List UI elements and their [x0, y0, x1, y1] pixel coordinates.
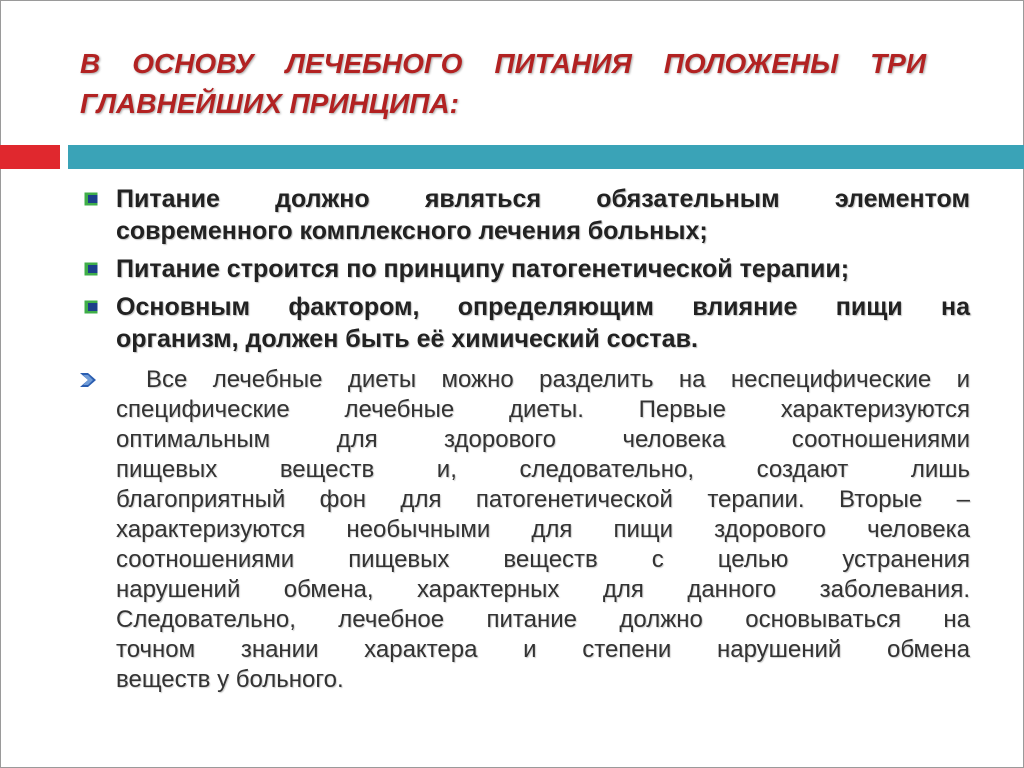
paragraph-line: характеризуются необычными для пищи здорового человека	[116, 516, 970, 543]
diets-paragraph	[80, 365, 970, 695]
principle-item-2	[80, 253, 970, 285]
paragraph-line: благоприятный фон для патогенетической терапии. Вторые –	[116, 486, 970, 513]
diets-paragraph-text	[116, 365, 970, 695]
paragraph-line: специфические лечебные диеты. Первые характеризуются	[116, 396, 970, 423]
principle-item-1-line-1: Питание должно являться обязательным элементом	[116, 185, 970, 213]
paragraph-line: Все лечебные диеты можно разделить на неспецифические и	[146, 366, 970, 393]
paragraph-line: соотношениями пищевых веществ с целью устранения	[116, 546, 970, 573]
principle-item-3-line-1: Основным фактором, определяющим влияние пищи на	[116, 293, 970, 321]
paragraph-line: точном знании характера и степени нарушений обмена	[116, 636, 970, 663]
square-bullet-icon	[84, 262, 98, 276]
principle-item-3-line-2: организм, должен быть её химический состав.	[116, 325, 698, 353]
slide-title-line-2: ГЛАВНЕЙШИХ ПРИНЦИПА:	[80, 88, 459, 119]
accent-bar-red	[0, 145, 60, 169]
accent-bar-teal	[68, 145, 1024, 169]
principles-list	[80, 183, 970, 361]
paragraph-line: Следовательно, лечебное питание должно основываться на	[116, 606, 970, 633]
principle-item-1-line-2: современного комплексного лечения больных;	[116, 217, 708, 245]
square-bullet-icon	[84, 192, 98, 206]
paragraph-line: оптимальным для здорового человека соотношениями	[116, 426, 970, 453]
slide-title	[80, 44, 926, 124]
paragraph-line: веществ у больного.	[116, 666, 344, 693]
slide-title-line-1: В ОСНОВУ ЛЕЧЕБНОГО ПИТАНИЯ ПОЛОЖЕНЫ ТРИ	[80, 48, 926, 79]
square-bullet-icon	[84, 300, 98, 314]
principle-item-1	[80, 183, 970, 247]
paragraph-line: нарушений обмена, характерных для данного заболевания.	[116, 576, 970, 603]
chevron-arrow-icon	[80, 371, 100, 389]
principle-item-2-line-1: Питание строится по принципу патогенетической терапии;	[116, 255, 850, 283]
principle-item-3	[80, 291, 970, 355]
paragraph-line: пищевых веществ и, следовательно, создают лишь	[116, 456, 970, 483]
